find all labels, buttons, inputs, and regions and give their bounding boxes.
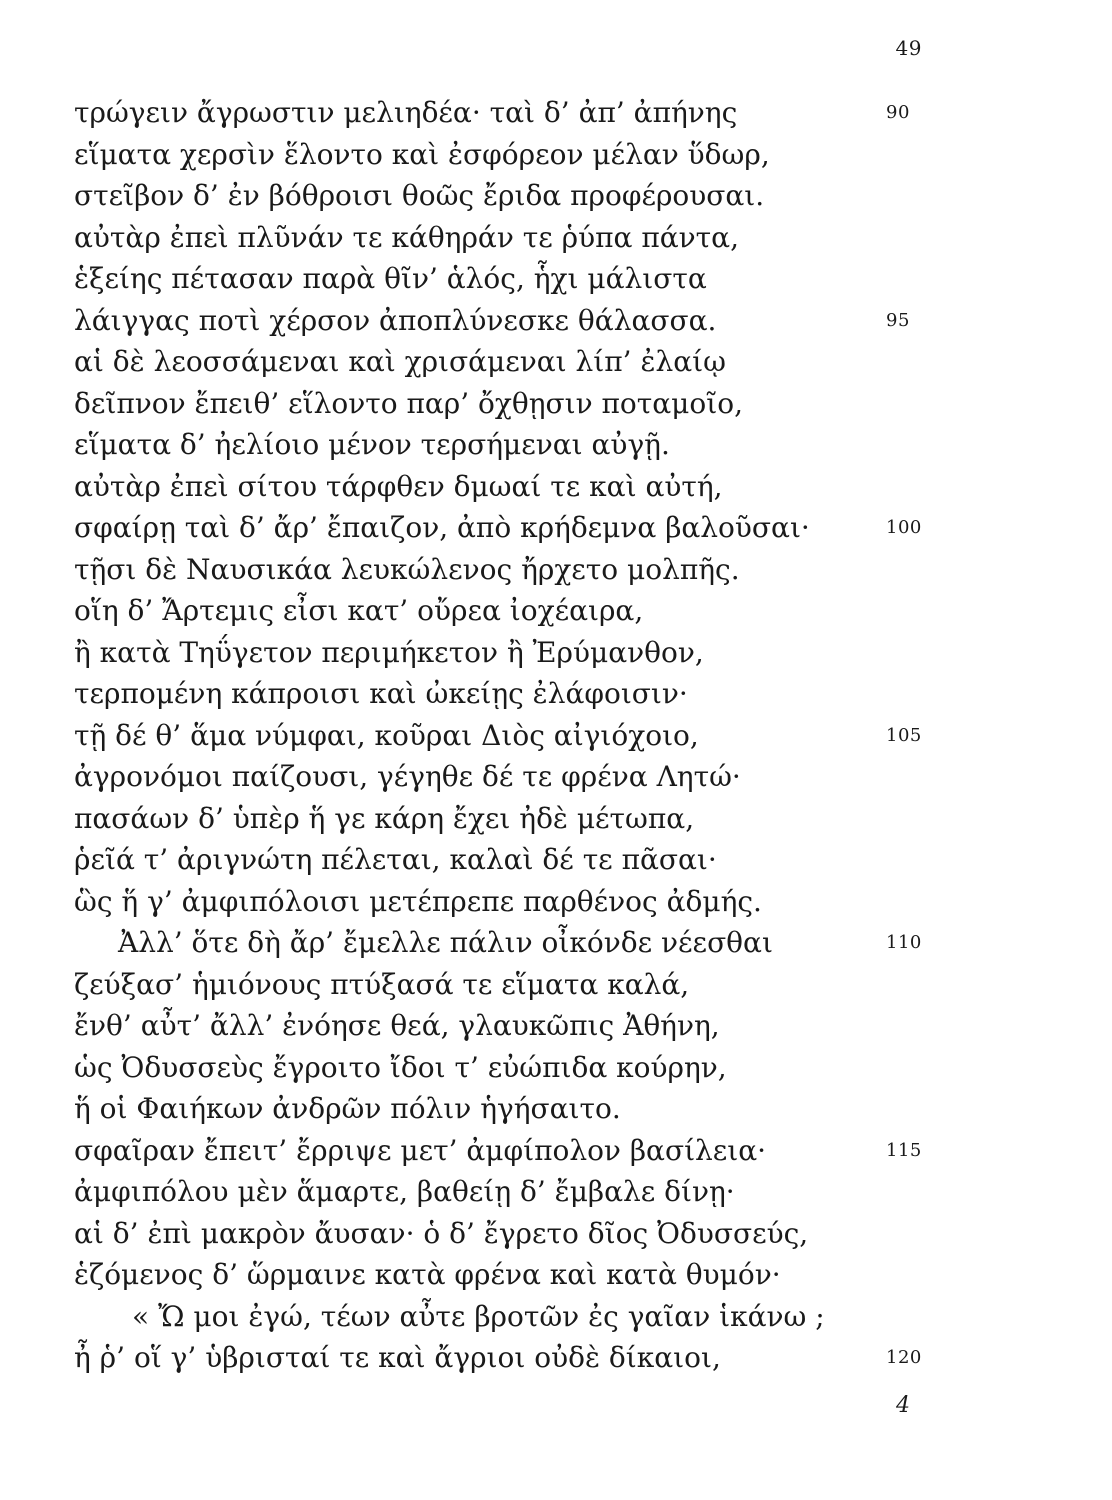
line-number: 105 — [886, 724, 922, 746]
verse-line — [74, 1005, 974, 1047]
verse-line — [74, 1213, 974, 1255]
verse-text: αὐτὰρ ἐπεὶ σίτου τάρφθεν δμωαί τε καὶ αὐτή, — [74, 469, 723, 503]
verse-text: ἥ οἱ Φαιήκων ἀνδρῶν πόλιν ἡγήσαιτο. — [74, 1092, 621, 1125]
verse-line — [74, 756, 974, 798]
verse-line — [74, 383, 974, 425]
verse-text: ἔνθ’ αὖτ’ ἄλλ’ ἐνόησε θεά, γλαυκῶπις Ἀθήνη, — [74, 1009, 720, 1042]
line-number: 100 — [886, 517, 922, 538]
verse-line — [74, 1337, 974, 1379]
line-number: 110 — [886, 932, 922, 953]
page-number: 49 — [895, 36, 922, 60]
verse-text: σφαῖραν ἔπειτ’ ἔρριψε μετ’ ἀμφίπολον βασίλεια· — [74, 1133, 767, 1167]
verse-text: εἵματα χερσὶν ἕλοντο καὶ ἐσφόρεον μέλαν ὕδωρ, — [74, 137, 770, 171]
verse-text: οἵη δ’ Ἄρτεμις εἶσι κατ’ οὔρεα ἰοχέαιρα, — [74, 594, 644, 627]
verse-text: ἀγρονόμοι παίζουσι, γέγηθε δέ τε φρένα Λητώ· — [74, 760, 741, 793]
verse-text: ἑξείης πέτασαν παρὰ θῖν’ ἁλός, ἧχι μάλιστα — [74, 262, 707, 295]
verse-line — [74, 175, 974, 217]
verse-text: ἀμφιπόλου μὲν ἅμαρτε, βαθείῃ δ’ ἔμβαλε δίνῃ· — [74, 1175, 735, 1208]
verse-text: ζεύξασ’ ἡμιόνους πτύξασά τε εἵματα καλά, — [74, 967, 690, 1001]
verse-line — [74, 134, 974, 176]
verse-text: « Ὤ μοι ἐγώ, τέων αὖτε βροτῶν ἐς γαῖαν ἱκάνω ; — [132, 1299, 825, 1333]
verse-line — [74, 549, 974, 591]
verse-text: ὡς Ὀδυσσεὺς ἔγροιτο ἴδοι τ’ εὐώπιδα κούρην, — [74, 1050, 727, 1084]
verse-line — [74, 590, 974, 632]
verse-text: ὣς ἥ γ’ ἀμφιπόλοισι μετέπρεπε παρθένος ἀδμής. — [74, 884, 762, 918]
verse-text: πασάων δ’ ὑπὲρ ἥ γε κάρη ἔχει ἠδὲ μέτωπα, — [74, 801, 695, 835]
line-number: 120 — [886, 1347, 922, 1368]
verse-text: σφαίρῃ ταὶ δ’ ἄρ’ ἔπαιζον, ἀπὸ κρήδεμνα βαλοῦσαι· — [74, 511, 810, 544]
verse-text: εἵματα δ’ ἠελίοιο μένον τερσήμεναι αὐγῇ. — [74, 428, 670, 461]
verse-line — [74, 798, 974, 840]
verse-text: αὐτὰρ ἐπεὶ πλῦνάν τε κάθηράν τε ῥύπα πάντα, — [74, 220, 739, 254]
verse-line — [74, 673, 974, 715]
verse-line — [74, 964, 974, 1006]
verse-line — [74, 217, 974, 259]
verse-line — [74, 1088, 974, 1130]
verse-text: Ἀλλ’ ὅτε δὴ ἄρ’ ἔμελλε πάλιν οἶκόνδε νέεσθαι — [118, 926, 773, 959]
verse-line — [74, 507, 974, 549]
verse-text-block — [74, 92, 974, 1379]
verse-text: αἱ δὲ λεοσσάμεναι καὶ χρισάμεναι λίπ’ ἐλαίῳ — [74, 345, 726, 378]
verse-line — [74, 1130, 974, 1172]
verse-text: τῇσι δὲ Ναυσικάα λευκώλενος ἤρχετο μολπῆς. — [74, 552, 740, 586]
verse-text: δεῖπνον ἔπειθ’ εἵλοντο παρ’ ὄχθῃσιν ποταμοῖο, — [74, 386, 743, 420]
verse-text: αἱ δ’ ἐπὶ μακρὸν ἄυσαν· ὁ δ’ ἔγρετο δῖος Ὀδυσσεύς, — [74, 1216, 809, 1250]
verse-text: ἢ κατὰ Τηΰγετον περιμήκετον ἢ Ἐρύμανθον, — [74, 635, 704, 669]
verse-line — [74, 881, 974, 923]
line-number: 115 — [886, 1139, 922, 1161]
verse-text: τρώγειν ἄγρωστιν μελιηδέα· ταὶ δ’ ἀπ’ ἀπήνης — [74, 96, 738, 129]
verse-line — [74, 92, 974, 134]
line-number: 90 — [886, 102, 910, 123]
verse-text: τῇ δέ θ’ ἅμα νύμφαι, κοῦραι Διὸς αἰγιόχοιο, — [74, 718, 699, 752]
verse-line — [74, 1296, 974, 1338]
printer-signature-mark: 4 — [896, 1393, 910, 1418]
verse-line — [74, 341, 974, 383]
verse-text: στεῖβον δ’ ἐν βόθροισι θοῶς ἔριδα προφέρουσαι. — [74, 179, 765, 212]
verse-line — [74, 715, 974, 757]
verse-text: τερπομένη κάπροισι καὶ ὠκείῃς ἐλάφοισιν· — [74, 677, 688, 710]
verse-line — [74, 1171, 974, 1213]
verse-line — [74, 258, 974, 300]
verse-line — [74, 1254, 974, 1296]
verse-text: ἦ ῥ’ οἵ γ’ ὑβρισταί τε καὶ ἄγριοι οὐδὲ δίκαιοι, — [74, 1341, 721, 1374]
verse-line — [74, 632, 974, 674]
verse-line — [74, 466, 974, 508]
verse-line — [74, 300, 974, 342]
line-number: 95 — [886, 309, 910, 331]
verse-line — [74, 922, 974, 964]
verse-line — [74, 1047, 974, 1089]
verse-text: λάιγγας ποτὶ χέρσον ἀποπλύνεσκε θάλασσα. — [74, 303, 717, 337]
verse-line — [74, 839, 974, 881]
verse-text: ῥεῖά τ’ ἀριγνώτη πέλεται, καλαὶ δέ τε πᾶσαι· — [74, 843, 717, 876]
verse-line — [74, 424, 974, 466]
verse-text: ἑζόμενος δ’ ὥρμαινε κατὰ φρένα καὶ κατὰ θυμόν· — [74, 1258, 781, 1291]
